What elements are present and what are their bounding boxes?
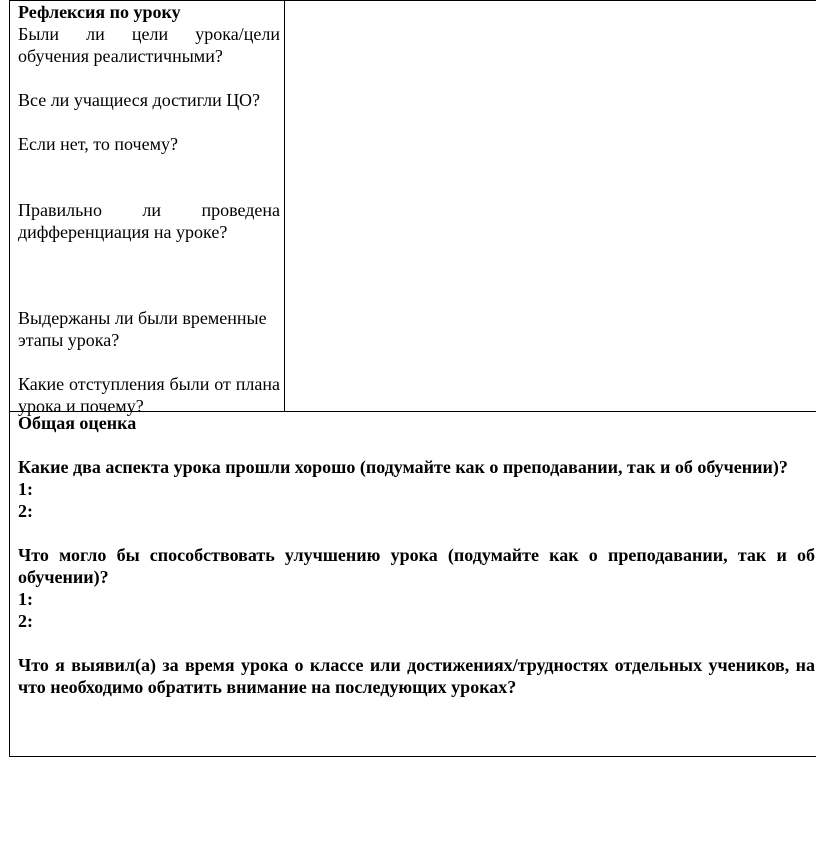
- question-two-aspects-good: Какие два аспекта урока прошли хорошо (подумайте как о преподавании, так и об обучении)?: [18, 457, 788, 477]
- reflection-answer-cell[interactable]: [285, 1, 816, 411]
- reflection-title: Рефлексия по уроку: [18, 2, 181, 22]
- question-class-findings: Что я выявил(а) за время урока о классе или достижениях/трудностях отдельных учеников, на что необходимо обратить внимание на последующих уроках?: [18, 655, 815, 697]
- good-aspect-1: 1:: [18, 479, 33, 499]
- reflection-table: [9, 0, 816, 757]
- question-differentiation: Правильно ли проведена дифференциация на уроке?: [18, 200, 280, 242]
- question-improvement: Что могло бы способствовать улучшению урока (подумайте как о преподавании, так и об обучении)?: [18, 545, 815, 587]
- improvement-2: 2:: [18, 611, 33, 631]
- good-aspect-2: 2:: [18, 501, 33, 521]
- overall-assessment-cell[interactable]: [10, 412, 816, 756]
- question-deviations: Какие отступления были от плана урока и почему?: [18, 374, 280, 416]
- question-if-not-why: Если нет, то почему?: [18, 134, 178, 154]
- reflection-row: [10, 1, 816, 416]
- question-goals-realistic: Были ли цели урока/цели обучения реалистичными?: [18, 24, 280, 66]
- improvement-1: 1:: [18, 589, 33, 609]
- question-time-stages: Выдержаны ли были временные этапы урока?: [18, 308, 267, 350]
- reflection-questions-cell: [10, 1, 285, 416]
- question-all-achieved: Все ли учащиеся достигли ЦО?: [18, 90, 260, 110]
- overall-title: Общая оценка: [18, 413, 137, 433]
